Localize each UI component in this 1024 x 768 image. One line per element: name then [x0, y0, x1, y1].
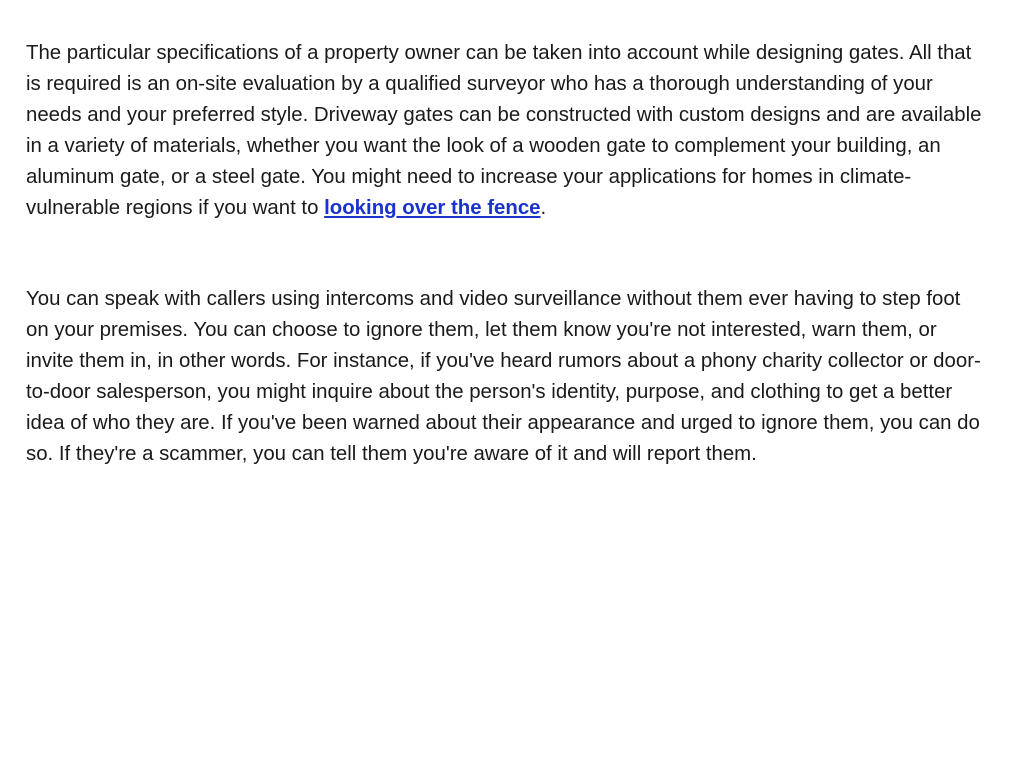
paragraph-intercoms: You can speak with callers using intercoms and video surveillance without them ever having to step foot on your premises. You can choose to ignore them, let them know you're not interested, warn them, or invite them in, in other words. For instance, if you've heard rumors about a phony charity collector or door-to-door salesperson, you might inquire about the person's identity, purpose, and clothing to get a better idea of who they are. If you've been warned about their appearance and urged to ignore them, you can do so. If they're a scammer, you can tell them you're aware of it and will report them. — [26, 288, 981, 465]
paragraph-gates — [26, 38, 984, 224]
looking-over-the-fence-link[interactable]: looking over the fence — [324, 197, 541, 219]
paragraph-gates-period: . — [540, 197, 547, 219]
paragraph-gates-text: The particular specifications of a property owner can be taken into account while designing gates. All that is required is an on-site evaluation by a qualified surveyor who has a thorough understanding of your needs and your preferred style. Driveway gates can be constructed with custom designs and are available in a variety of materials, whether you want the look of a wooden gate to complement your building, an aluminum gate, or a steel gate. You might need to increase your applications for homes in climate-vulnerable regions if you want to — [26, 42, 982, 219]
